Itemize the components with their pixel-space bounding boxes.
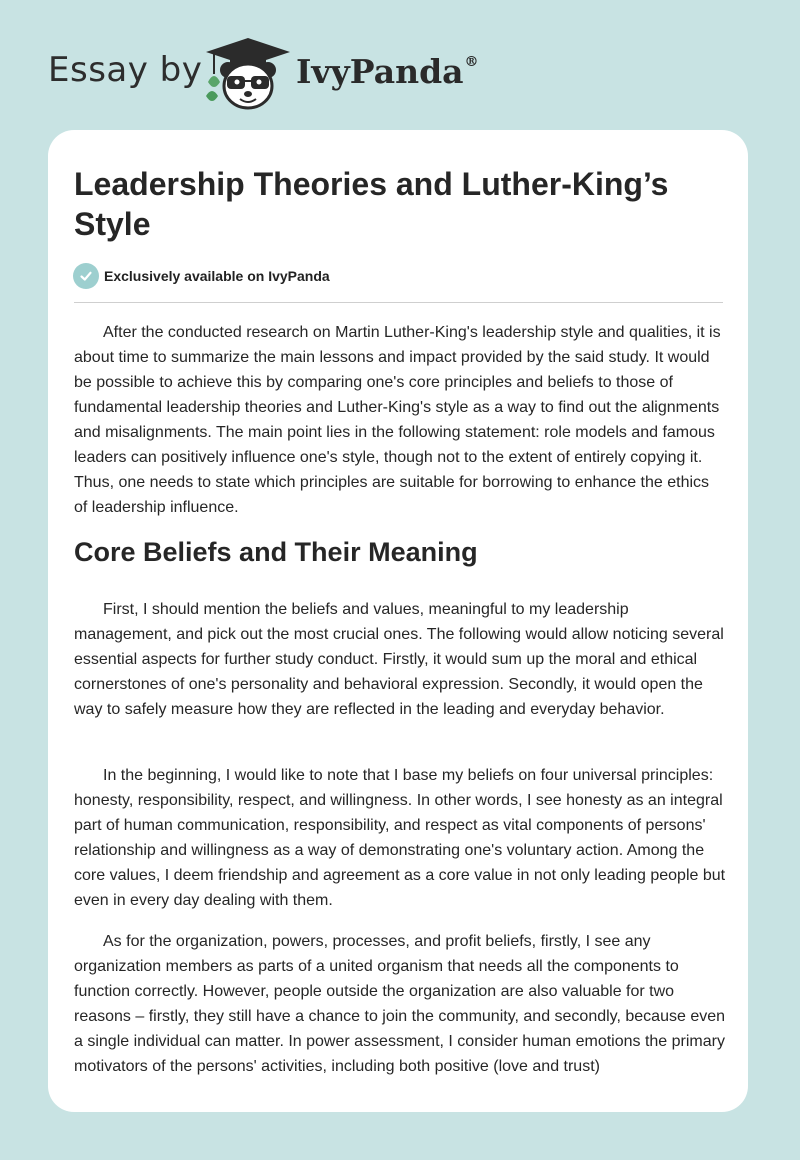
intro-paragraph: After the conducted research on Martin Luther-King's leadership style and qualities, it is about time to summarize the main lessons and impact provided by the said study. It would be possible to achieve this by comparing one's core principles and beliefs to those of fundamental leadership theories and Luther-King's style as a way to find out the alignments and misalignments. The main point lies in the following statement: role models and famous leaders can positively influence one's style, though not to the extent of entirely copying it. Thus, one needs to state which principles are suitable for borrowing to enhance the ethics of leadership influence. — [74, 324, 721, 516]
brand-text: IvyPanda — [296, 52, 464, 91]
divider — [74, 302, 723, 303]
essay-by-label: Essay by — [48, 50, 203, 90]
section-paragraph-2: In the beginning, I would like to note that I base my beliefs on four universal principles: honesty, responsibility, respect, and willingness. In other words, I see honesty as an integral part of human communication, responsibility, and respect as vital components of persons' relationship and willingness as a way of demonstrating one's voluntary action. Among the core values, I deem friendship and agreement as a core value in not only leading people but even in every day dealing with them. — [74, 767, 726, 909]
site-header — [0, 0, 800, 130]
section-paragraph-1: First, I should mention the beliefs and values, meaningful to my leadership management, and pick out the most crucial ones. The following would allow noticing several essential aspects for further study conduct. Firstly, it would sum up the moral and ethical cornerstones of one's personality and behavioral expression. Secondly, it would open the way to safely measure how they are reflected in the leading and everyday behavior. — [74, 601, 724, 718]
essay-title: Leadership Theories and Luther-King’s Style — [74, 166, 669, 242]
exclusive-badge — [73, 263, 330, 289]
brand-name[interactable] — [296, 52, 479, 91]
section-paragraph-3: As for the organization, powers, processes, and profit beliefs, firstly, I see any organization members as parts of a united organism that needs all the components to function correctly. However, people outside the organization are also valuable for two reasons – firstly, they still have a chance to join the community, and secondly, because even a single individual can matter. In power assessment, I consider human emotions the primary motivators of the persons' activities, including both positive (love and trust) — [74, 933, 726, 1075]
panda-logo-icon[interactable] — [200, 36, 296, 112]
registered-mark: ® — [464, 54, 479, 70]
check-icon — [73, 263, 99, 289]
section-heading: Core Beliefs and Their Meaning — [74, 537, 478, 567]
badge-text: Exclusively available on IvyPanda — [104, 268, 330, 284]
essay-card — [48, 130, 748, 1112]
